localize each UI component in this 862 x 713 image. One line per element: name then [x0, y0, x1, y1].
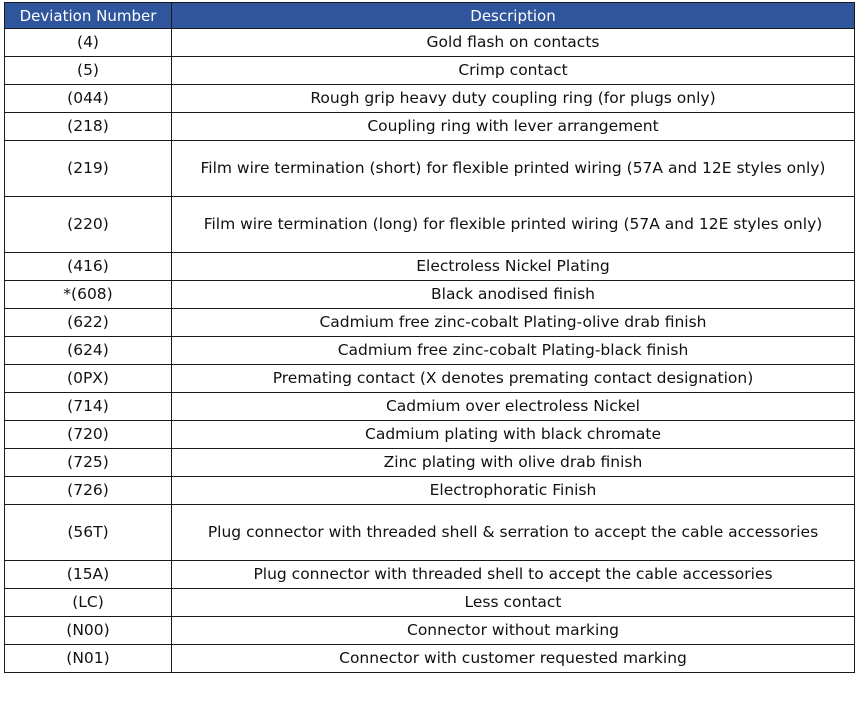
table-row [5, 309, 855, 337]
description-cell: Premating contact (X denotes premating contact designation) [172, 365, 855, 393]
description-cell: Black anodised finish [172, 281, 855, 309]
deviation-number-cell: (219) [5, 141, 172, 197]
deviation-table-container [4, 2, 854, 673]
deviation-number-cell: (15A) [5, 561, 172, 589]
deviation-number-cell: (56T) [5, 505, 172, 561]
table-row [5, 421, 855, 449]
deviation-number-cell: (N00) [5, 617, 172, 645]
table-row [5, 337, 855, 365]
deviation-number-cell: (0PX) [5, 365, 172, 393]
table-row [5, 589, 855, 617]
description-cell: Crimp contact [172, 57, 855, 85]
description-cell: Zinc plating with olive drab finish [172, 449, 855, 477]
deviation-number-cell: (N01) [5, 645, 172, 673]
deviation-number-cell: (044) [5, 85, 172, 113]
description-cell: Rough grip heavy duty coupling ring (for plugs only) [172, 85, 855, 113]
description-cell: Connector with customer requested marking [172, 645, 855, 673]
table-row [5, 57, 855, 85]
table-row [5, 561, 855, 589]
table-row [5, 645, 855, 673]
description-cell: Plug connector with threaded shell to accept the cable accessories [172, 561, 855, 589]
description-cell: Coupling ring with lever arrangement [172, 113, 855, 141]
description-cell: Cadmium free zinc-cobalt Plating-olive drab finish [172, 309, 855, 337]
deviation-number-cell: (726) [5, 477, 172, 505]
description-cell: Electrophoratic Finish [172, 477, 855, 505]
table-row [5, 197, 855, 253]
deviation-number-cell: (624) [5, 337, 172, 365]
description-cell: Electroless Nickel Plating [172, 253, 855, 281]
description-cell: Cadmium free zinc-cobalt Plating-black finish [172, 337, 855, 365]
description-cell: Film wire termination (long) for flexible printed wiring (57A and 12E styles only) [172, 197, 855, 253]
table-header-row [5, 3, 855, 29]
description-cell: Film wire termination (short) for flexible printed wiring (57A and 12E styles only) [172, 141, 855, 197]
table-row [5, 505, 855, 561]
deviation-number-cell: (622) [5, 309, 172, 337]
table-row [5, 253, 855, 281]
deviation-number-cell: (714) [5, 393, 172, 421]
deviation-number-cell: (4) [5, 29, 172, 57]
table-row [5, 477, 855, 505]
deviation-number-cell: (220) [5, 197, 172, 253]
description-cell: Cadmium over electroless Nickel [172, 393, 855, 421]
deviation-number-cell: (LC) [5, 589, 172, 617]
header-description: Description [172, 3, 855, 29]
deviation-number-cell: (720) [5, 421, 172, 449]
table-row [5, 449, 855, 477]
table-row [5, 365, 855, 393]
description-cell: Plug connector with threaded shell & serration to accept the cable accessories [172, 505, 855, 561]
table-row [5, 29, 855, 57]
table-row [5, 281, 855, 309]
description-cell: Cadmium plating with black chromate [172, 421, 855, 449]
deviation-number-cell: *(608) [5, 281, 172, 309]
table-row [5, 393, 855, 421]
table-row [5, 617, 855, 645]
header-deviation-number: Deviation Number [5, 3, 172, 29]
description-cell: Less contact [172, 589, 855, 617]
table-row [5, 85, 855, 113]
deviation-number-cell: (416) [5, 253, 172, 281]
table-row [5, 113, 855, 141]
deviation-number-cell: (5) [5, 57, 172, 85]
description-cell: Gold flash on contacts [172, 29, 855, 57]
deviation-number-cell: (218) [5, 113, 172, 141]
description-cell: Connector without marking [172, 617, 855, 645]
table-row [5, 141, 855, 197]
deviation-table [4, 2, 855, 673]
deviation-number-cell: (725) [5, 449, 172, 477]
